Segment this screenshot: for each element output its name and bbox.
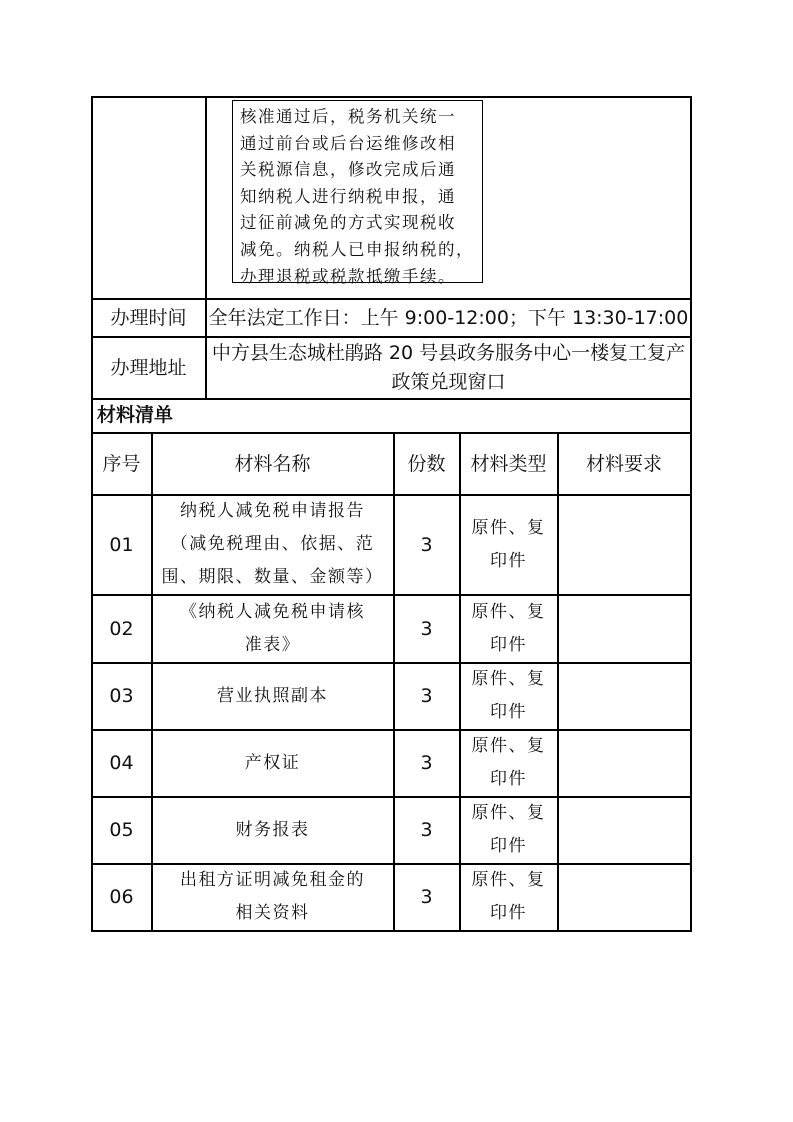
row-no: 05: [109, 819, 134, 841]
row-name: [152, 864, 393, 930]
row-name: [152, 663, 393, 729]
row-type-line: 原件、复: [471, 870, 546, 890]
row-type: [460, 797, 557, 863]
flow-line: 关税源信息，修改完成后通: [240, 160, 456, 180]
row-name-line: 《纳税人减免税申请核: [180, 601, 365, 622]
row-count: 3: [420, 617, 433, 640]
row-name: [152, 595, 393, 662]
row-type-line: 印件: [490, 836, 527, 856]
row-name-line: 准表》: [244, 634, 301, 655]
row-count: 3: [420, 533, 433, 556]
row-no: 03: [109, 685, 134, 707]
row-name-line: 产权证: [244, 752, 301, 773]
row-type-line: 原件、复: [471, 803, 546, 823]
flow-line: 通过前台或后台运维修改相: [240, 133, 456, 153]
header-no: 序号: [102, 452, 141, 475]
row-count: 3: [420, 752, 433, 774]
row-type-line: 印件: [490, 903, 527, 923]
address-line: 中方县生态城杜鹃路 20 号县政务服务中心一楼复工复产: [211, 342, 686, 364]
row-type: [460, 495, 557, 594]
row-type-line: 原件、复: [471, 669, 546, 689]
row-type: [460, 595, 557, 662]
row-no: 04: [109, 752, 134, 774]
row-name-line: 财务报表: [235, 819, 310, 840]
row-count: 3: [420, 886, 433, 908]
row-type: [460, 663, 557, 729]
row-requirement: [558, 663, 690, 729]
header-requirement: 材料要求: [585, 452, 662, 475]
materials-section-title: 材料清单: [97, 404, 174, 426]
row-name: [152, 730, 393, 796]
row-type-line: 原件、复: [471, 736, 546, 756]
row-requirement: [558, 797, 690, 863]
row-type: [460, 730, 557, 796]
row-no: 02: [109, 617, 134, 640]
flow-line: 办理退税或税款抵缴手续。: [240, 266, 456, 286]
flow-line: 知纳税人进行纳税申报，通: [240, 186, 456, 206]
row-no: 01: [109, 533, 134, 556]
row-count: 3: [420, 685, 433, 707]
header-count: 份数: [407, 452, 446, 475]
row-type-line: 印件: [490, 634, 527, 655]
row-name-line: 营业执照副本: [217, 685, 328, 706]
row-name: [152, 797, 393, 863]
flow-line: 减免。纳税人已申报纳税的，: [240, 239, 474, 259]
address-value: [207, 337, 690, 398]
row-name-line: 围、期限、数量、金额等）: [161, 567, 384, 587]
row-type-line: 印件: [490, 550, 527, 571]
row-name: [152, 495, 393, 594]
row-type: [460, 864, 557, 930]
flow-step-text: [240, 104, 480, 290]
row-count: 3: [420, 819, 433, 841]
header-name: 材料名称: [234, 452, 311, 475]
address-label: 办理地址: [110, 356, 187, 379]
address-line: 政策兑现窗口: [391, 371, 506, 393]
flow-line: 核准通过后，税务机关统一: [240, 107, 456, 126]
row-name-line: 出租方证明减免租金的: [180, 870, 365, 890]
row-name-line: （减免税理由、依据、范: [170, 534, 375, 554]
row-requirement: [558, 730, 690, 796]
time-value: 全年法定工作日：上午 9:00-12:00；下午 13:30-17:00: [208, 306, 689, 329]
row-name-line: 纳税人减免税申请报告: [180, 501, 365, 521]
row-requirement: [558, 595, 690, 662]
row-name-line: 相关资料: [235, 903, 310, 923]
row-requirement: [558, 864, 690, 930]
row-no: 06: [109, 886, 134, 908]
row-type-line: 印件: [490, 769, 527, 789]
row-type-line: 原件、复: [471, 517, 546, 538]
flow-line: 过征前减免的方式实现税收: [240, 213, 456, 233]
row-requirement: [558, 495, 690, 594]
row-type-line: 原件、复: [471, 601, 546, 622]
time-label: 办理时间: [110, 306, 187, 329]
header-type: 材料类型: [470, 452, 547, 475]
row-type-line: 印件: [490, 702, 527, 722]
